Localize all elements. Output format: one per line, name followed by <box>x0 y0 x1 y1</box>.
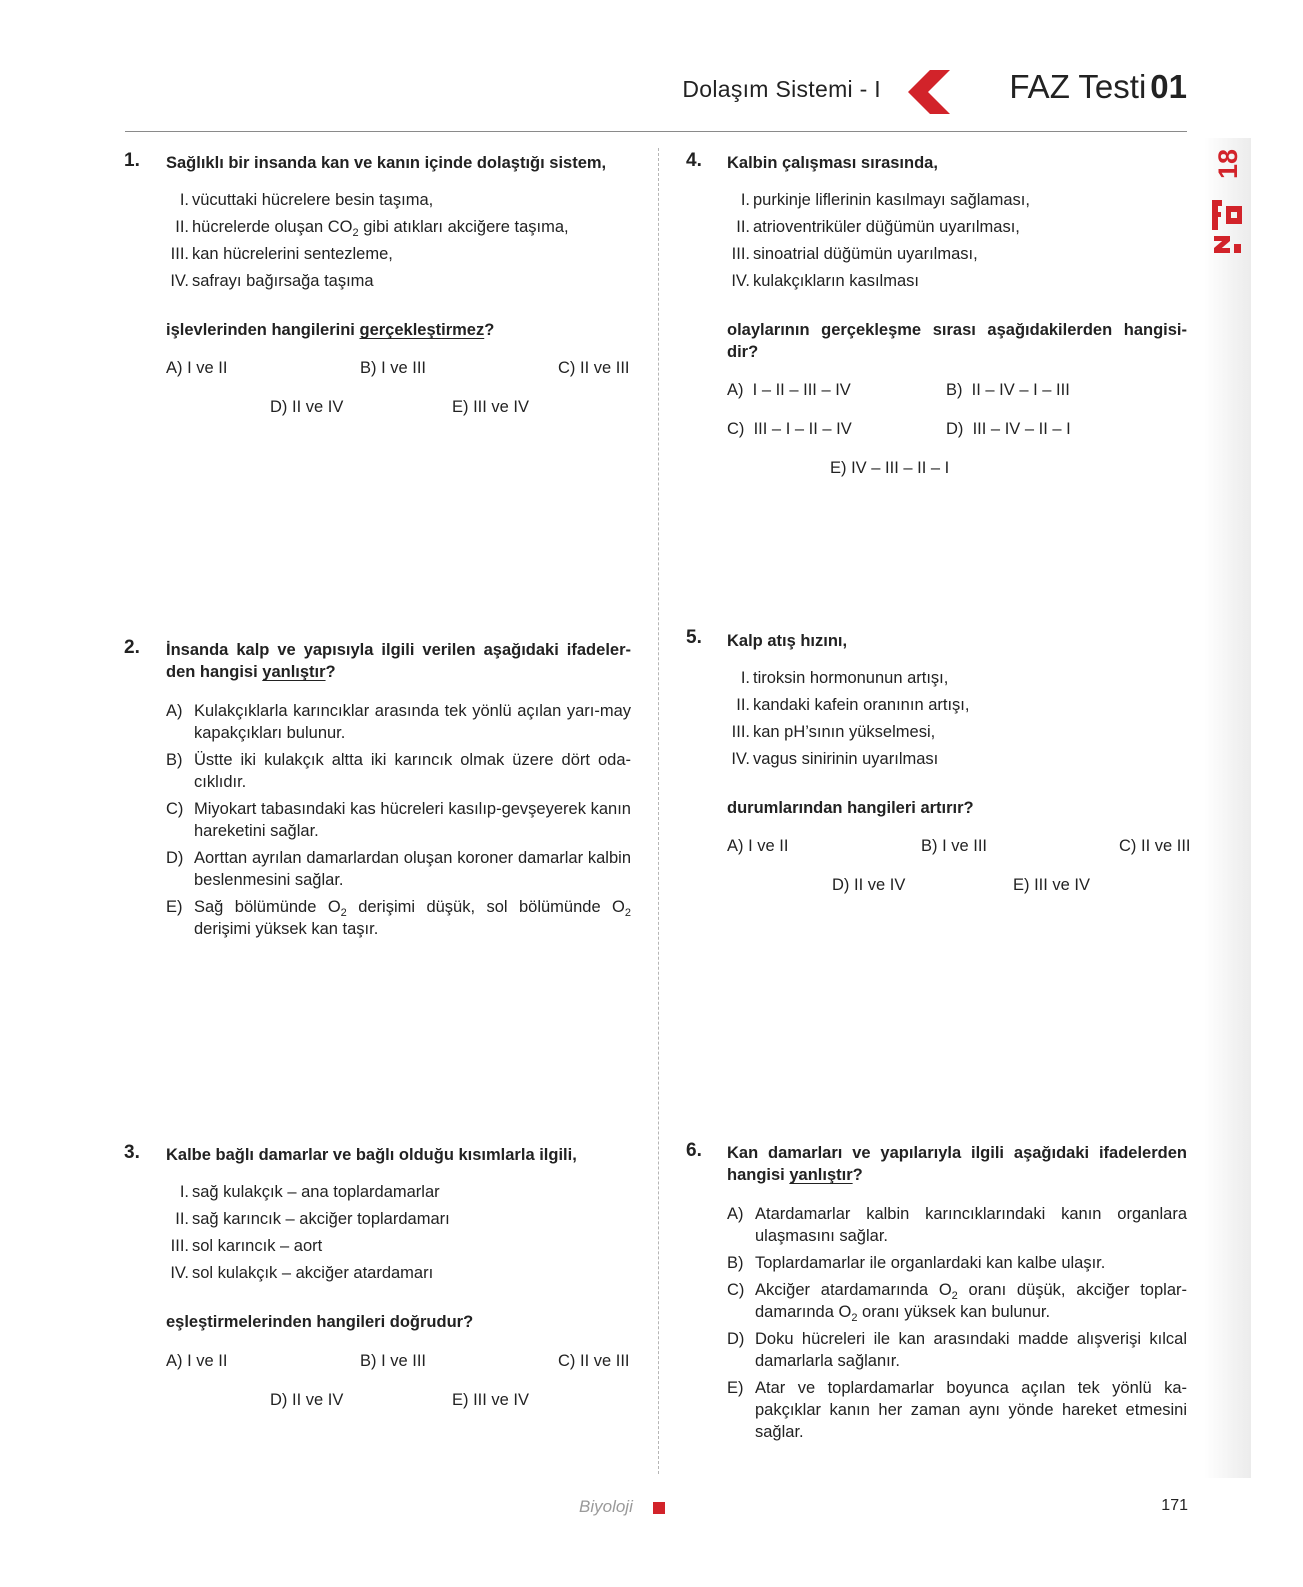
statement-text: kan hücrelerini sentezleme, <box>192 245 393 263</box>
statement-numeral: I. <box>179 191 189 209</box>
option-letter: B) <box>166 751 183 769</box>
option-letter: D) <box>166 849 184 867</box>
statement-text: sinoatrial düğümün uyarılması, <box>753 245 978 263</box>
statement-item <box>162 1206 632 1233</box>
statement-numeral: I. <box>179 1183 189 1201</box>
statement-text: sol kulakçık – akciğer atardamarı <box>192 1264 434 1282</box>
option-letter: A) <box>727 1205 744 1223</box>
statement-numeral: II. <box>175 1210 189 1228</box>
statement-item <box>723 746 1193 773</box>
statement-text: gibi atıkları akciğere taşıma, <box>358 218 569 236</box>
statement-item <box>162 187 632 214</box>
option-text-part: Sağ bölümünde O <box>194 898 341 916</box>
question-number: 3. <box>124 1142 140 1163</box>
statement-item <box>723 665 1193 692</box>
option-d[interactable] <box>166 847 631 891</box>
statement-numeral: II. <box>736 696 750 714</box>
statement-text: vücuttaki hücrelere besin taşıma, <box>192 191 434 209</box>
choice-text: III – I – II – IV <box>753 420 852 438</box>
statement-item <box>162 1179 632 1206</box>
statement-text: tiroksin hormonunun artışı, <box>753 669 949 687</box>
option-text-part: derişimi düşük, sol bölümünde O <box>346 898 625 916</box>
choice-text: II – IV – I – III <box>971 381 1070 399</box>
option-letter: C) <box>727 1281 745 1299</box>
statement-list <box>162 1179 632 1287</box>
test-label: FAZ Testi <box>1009 68 1147 105</box>
statement-text: sağ kulakçık – ana toplardamarlar <box>192 1183 440 1201</box>
statement-text: hücrelerde oluşan CO <box>192 218 353 236</box>
choice-b[interactable]: B) I ve III <box>921 837 988 855</box>
test-number: 01 <box>1150 68 1187 105</box>
option-text: Toplardamarlar ile organlardaki kan kalbe ulaşır. <box>755 1254 1106 1272</box>
option-letter: C) <box>166 800 184 818</box>
choice-a[interactable] <box>727 381 851 400</box>
statement-text: safrayı bağırsağa taşıma <box>192 272 374 290</box>
statement-text: kulakçıkların kasılması <box>753 272 919 290</box>
statement-numeral: III. <box>731 245 750 263</box>
faz-logo-icon <box>1212 200 1242 256</box>
option-b[interactable] <box>166 749 631 793</box>
option-text: Doku hücreleri ile kan arasındaki madde alışverişi kılcal damarlarla sağlanır. <box>755 1330 1187 1370</box>
statement-item <box>723 268 1193 295</box>
subscript: 2 <box>851 1312 858 1324</box>
statement-item <box>723 241 1193 268</box>
option-text: Atar ve toplardamarlar boyunca açılan tek yönlü ka-pakçıklar kanın her zaman aynı yönde hareket etmesini sağlar. <box>755 1379 1187 1441</box>
question-number: 1. <box>124 150 140 171</box>
choice-e[interactable] <box>830 459 949 478</box>
chevron-left-icon <box>908 70 950 114</box>
stem-keyword: yanlıştır <box>262 663 326 681</box>
statement-numeral: II. <box>175 218 189 236</box>
footer-subject: Biyoloji <box>579 1497 633 1516</box>
choice-d[interactable]: D) II ve IV <box>270 398 344 416</box>
choice-letter: A) <box>727 381 744 399</box>
choice-a[interactable]: A) I ve II <box>727 837 789 855</box>
option-text: Atardamarlar kalbin karıncıklarındaki kanın organlara ulaşmasını sağlar. <box>755 1205 1187 1245</box>
choice-b[interactable] <box>946 381 1070 400</box>
question-stem <box>166 639 631 683</box>
statement-item <box>723 214 1193 241</box>
statement-list <box>723 665 1193 773</box>
option-letter: E) <box>166 898 183 916</box>
option-e[interactable] <box>166 896 631 940</box>
statement-numeral: IV. <box>731 272 750 290</box>
choice-c[interactable]: C) II ve III <box>558 359 630 377</box>
option-text: Üstte iki kulakçık altta iki karıncık olmak üzere dört oda-cıklıdır. <box>194 751 631 791</box>
stem-keyword: yanlıştır <box>789 1166 853 1184</box>
option-text <box>194 896 631 940</box>
statement-numeral: IV. <box>731 750 750 768</box>
prompt-text: işlevlerinden hangilerini <box>166 321 360 339</box>
option-c[interactable] <box>166 798 631 842</box>
choice-b[interactable]: B) I ve III <box>360 1352 427 1370</box>
subscript: 2 <box>352 227 359 239</box>
stem-text: Kan damarları ve yapılarıyla ilgili aşağıdaki ifadelerden hangisi <box>727 1144 1187 1184</box>
choice-a[interactable]: A) I ve II <box>166 1352 228 1370</box>
option-text-part: oranı yüksek kan bulunur. <box>857 1303 1051 1321</box>
option-letter: B) <box>727 1254 744 1272</box>
choice-e[interactable]: E) III ve IV <box>1013 876 1091 894</box>
column-divider <box>658 148 659 1474</box>
statement-text: kan pH’sının yükselmesi, <box>753 723 936 741</box>
option-letter: D) <box>727 1330 745 1348</box>
statement-numeral: III. <box>731 723 750 741</box>
choice-text: IV – III – II – I <box>851 459 950 477</box>
prompt-text: ? <box>484 321 495 339</box>
header-divider <box>125 131 1187 132</box>
statement-text: sol karıncık – aort <box>192 1237 323 1255</box>
question-stem <box>727 1142 1187 1186</box>
statement-text: purkinje liflerinin kasılmayı sağlaması, <box>753 191 1030 209</box>
question-stem: Sağlıklı bir insanda kan ve kanın içinde dolaştığı sistem, <box>166 154 607 172</box>
choice-letter: B) <box>946 381 963 399</box>
option-letter: E) <box>727 1379 744 1397</box>
statement-text: sağ karıncık – akciğer toplardamarı <box>192 1210 450 1228</box>
page-number: 171 <box>1161 1497 1188 1514</box>
choice-text: III – IV – II – I <box>972 420 1071 438</box>
stem-text: ? <box>852 1166 863 1184</box>
choice-c[interactable] <box>727 420 852 439</box>
option-b[interactable] <box>727 1252 1187 1274</box>
choice-letter: D) <box>946 420 964 438</box>
side-tab-number: 18 <box>1213 148 1243 180</box>
question-number: 5. <box>686 627 702 648</box>
choice-a[interactable]: A) I ve II <box>166 359 228 377</box>
option-text: Miyokart tabasındaki kas hücreleri kasılıp-gevşeyerek kanın hareketini sağlar. <box>194 800 631 840</box>
statement-list <box>723 187 1193 295</box>
choice-letter: C) <box>727 420 745 438</box>
choice-b[interactable]: B) I ve III <box>360 359 427 377</box>
stem-text: ? <box>325 663 336 681</box>
option-text: Aorttan ayrılan damarlardan oluşan koroner damarlar kalbin beslenmesini sağlar. <box>194 849 631 889</box>
question-prompt <box>166 319 494 341</box>
question-prompt: olaylarının gerçekleşme sırası aşağıdakilerden hangisi-dir? <box>727 321 1187 361</box>
statement-numeral: I. <box>740 191 750 209</box>
statement-text: vagus sinirinin uyarılması <box>753 750 939 768</box>
statement-text: atrioventriküler düğümün uyarılması, <box>753 218 1020 236</box>
choice-letter: E) <box>830 459 847 477</box>
choice-e[interactable]: E) III ve IV <box>452 398 530 416</box>
statement-numeral: III. <box>170 1237 189 1255</box>
question-prompt: eşleştirmelerinden hangileri doğrudur? <box>166 1313 474 1331</box>
statement-item <box>162 214 632 241</box>
unit-title: Dolaşım Sistemi - I <box>682 76 881 102</box>
option-a[interactable] <box>727 1203 1187 1247</box>
statement-item <box>162 268 632 295</box>
question-number: 4. <box>686 150 702 171</box>
statement-numeral: IV. <box>170 1264 189 1282</box>
option-e[interactable] <box>727 1377 1187 1443</box>
choice-d[interactable]: D) II ve IV <box>832 876 906 894</box>
test-title <box>1009 68 1187 106</box>
stem-text: İnsanda kalp ve yapısıyla ilgili verilen aşağıdaki ifadeler-den hangisi <box>166 641 631 681</box>
choice-d[interactable]: D) II ve IV <box>270 1391 344 1409</box>
statement-numeral: II. <box>736 218 750 236</box>
footer-square-icon <box>653 1502 665 1514</box>
option-text-part: Akciğer atardamarında O <box>755 1281 952 1299</box>
question-prompt: durumlarından hangileri artırır? <box>727 799 974 817</box>
choice-c[interactable]: C) II ve III <box>1119 837 1191 855</box>
prompt-keyword: gerçekleştirmez <box>359 321 485 339</box>
option-a[interactable] <box>166 700 631 744</box>
question-stem: Kalbe bağlı damarlar ve bağlı olduğu kısımlarla ilgili, <box>166 1146 577 1164</box>
option-letter: A) <box>166 702 183 720</box>
subscript: 2 <box>951 1290 958 1302</box>
option-text <box>755 1279 1187 1323</box>
option-text: Kulakçıklarla karıncıklar arasında tek yönlü açılan yarı-may kapakçıkları bulunur. <box>194 702 631 742</box>
statement-item <box>162 1233 632 1260</box>
choice-text: I – II – III – IV <box>752 381 851 399</box>
side-tab <box>1204 138 1251 1478</box>
option-d[interactable] <box>727 1328 1187 1372</box>
option-text-part: oranı düşük, akciğer toplar-damarında O <box>755 1281 1187 1321</box>
statement-numeral: III. <box>170 245 189 263</box>
question-number: 6. <box>686 1140 702 1161</box>
statement-item <box>162 241 632 268</box>
statement-item <box>162 1260 632 1287</box>
option-list <box>166 700 631 945</box>
statement-text: kandaki kafein oranının artışı, <box>753 696 970 714</box>
statement-item <box>723 187 1193 214</box>
choice-e[interactable]: E) III ve IV <box>452 1391 530 1409</box>
statement-item <box>723 692 1193 719</box>
option-list <box>727 1203 1187 1448</box>
option-c[interactable] <box>727 1279 1187 1323</box>
statement-item <box>723 719 1193 746</box>
subscript: 2 <box>340 907 347 919</box>
choice-c[interactable]: C) II ve III <box>558 1352 630 1370</box>
subscript: 2 <box>624 907 631 919</box>
option-text-part: derişimi yüksek kan taşır. <box>194 920 379 938</box>
statement-numeral: IV. <box>170 272 189 290</box>
statement-list <box>162 187 632 295</box>
question-stem: Kalbin çalışması sırasında, <box>727 154 938 172</box>
statement-numeral: I. <box>740 669 750 687</box>
choice-d[interactable] <box>946 420 1071 439</box>
question-number: 2. <box>124 637 140 658</box>
question-stem: Kalp atış hızını, <box>727 632 848 650</box>
